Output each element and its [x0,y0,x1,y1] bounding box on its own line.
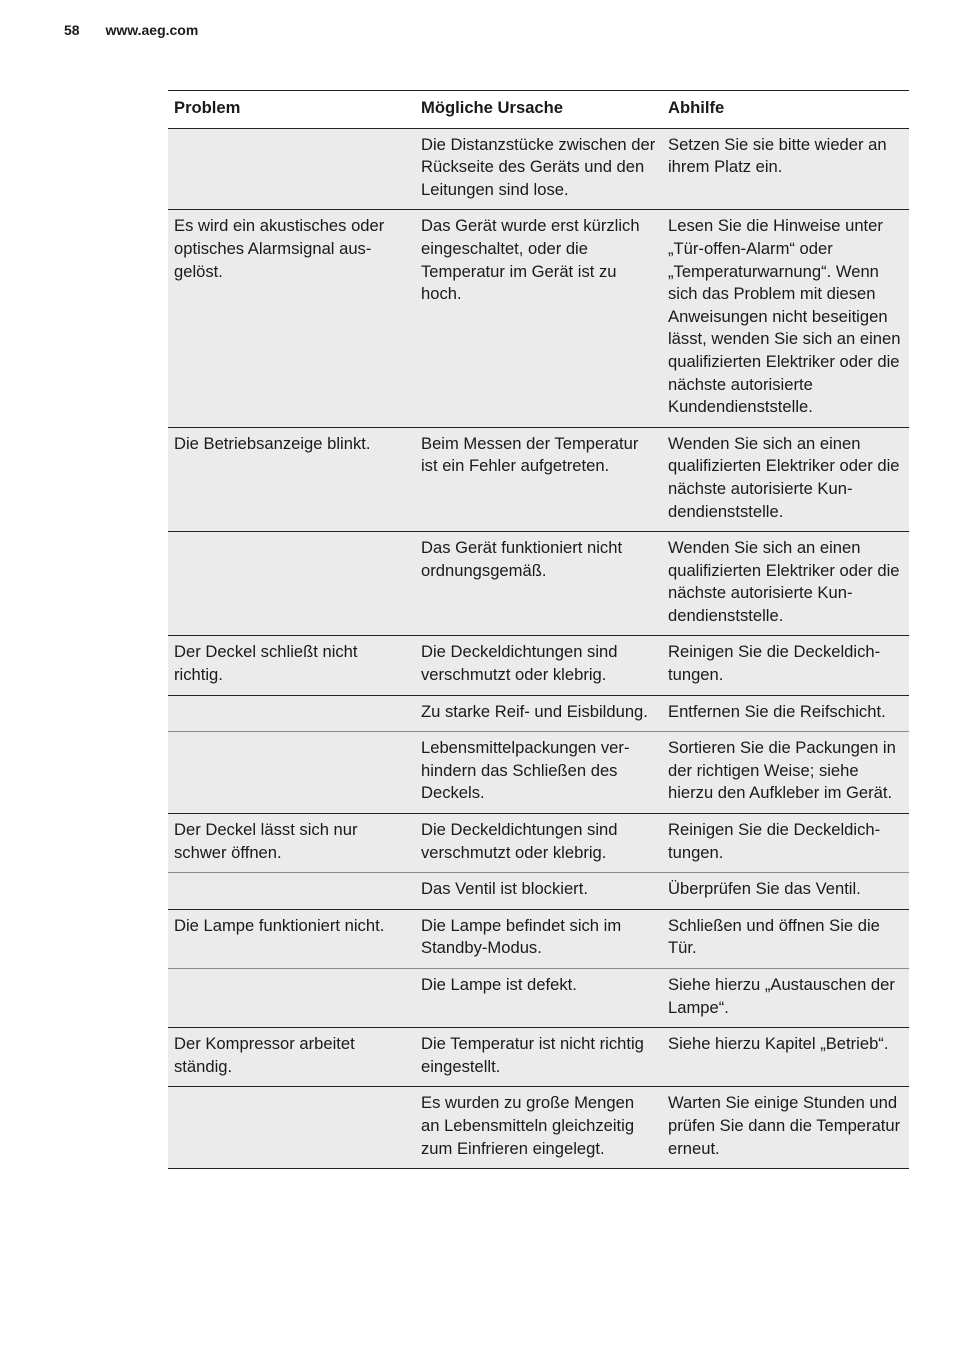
cause-cell: Die Deckeldichtungen sind verschmutzt oder klebrig. [415,636,662,695]
remedy-cell: Schließen und öffnen Sie die Tür. [662,909,909,968]
remedy-cell: Reinigen Sie die Deckeldichtungen. [662,814,909,873]
cause-cell: Die Deckeldichtungen sind verschmutzt oder klebrig. [415,814,662,873]
remedy-cell: Wenden Sie sich an einen qualifizierten Elektriker oder die nächste autorisierte Kundendienststelle. [662,532,909,636]
cause-cell: Das Gerät wurde erst kürzlich eingeschaltet, oder die Temperatur im Gerät ist zu hoch. [415,210,662,427]
cause-cell: Lebensmittelpackungen verhindern das Schließen des Deckels. [415,732,662,814]
problem-cell [168,532,415,636]
troubleshooting-table [168,90,909,1169]
table-row [168,814,909,873]
problem-cell [168,1087,415,1169]
remedy-cell: Reinigen Sie die Deckeldichtungen. [662,636,909,695]
problem-cell [168,732,415,814]
cause-cell: Das Ventil ist blockiert. [415,873,662,910]
page-header [64,22,198,38]
table-row [168,873,909,910]
cause-cell: Die Distanzstücke zwischen der Rückseite des Geräts und den Leitungen sind lose. [415,128,662,210]
remedy-cell: Entfernen Sie die Reifschicht. [662,695,909,732]
problem-cell: Der Kompressor arbeitet ständig. [168,1028,415,1087]
problem-cell: Die Betriebsanzeige blinkt. [168,427,415,531]
table-row [168,532,909,636]
remedy-cell: Siehe hierzu „Austauschen der Lampe“. [662,969,909,1028]
page-number: 58 [64,22,80,38]
remedy-cell: Siehe hierzu Kapitel „Betrieb“. [662,1028,909,1087]
table-row [168,636,909,695]
cause-cell: Es wurden zu große Mengen an Lebensmitteln gleichzeitig zum Einfrieren eingelegt. [415,1087,662,1169]
column-header-cause: Mögliche Ursache [415,91,662,129]
cause-cell: Die Temperatur ist nicht richtig eingestellt. [415,1028,662,1087]
cause-cell: Beim Messen der Temperatur ist ein Fehler aufgetreten. [415,427,662,531]
remedy-cell: Sortieren Sie die Packungen in der richtigen Weise; siehe hierzu den Aufkleber im Gerät. [662,732,909,814]
table-row [168,128,909,210]
table-row [168,969,909,1028]
table-row [168,1087,909,1169]
table-row [168,695,909,732]
problem-cell [168,969,415,1028]
table-row [168,1028,909,1087]
table-row [168,732,909,814]
remedy-cell: Warten Sie einige Stunden und prüfen Sie dann die Temperatur erneut. [662,1087,909,1169]
table-row [168,210,909,427]
cause-cell: Die Lampe befindet sich im Standby-Modus. [415,909,662,968]
column-header-problem: Problem [168,91,415,129]
problem-cell [168,128,415,210]
problem-cell: Der Deckel lässt sich nur schwer öffnen. [168,814,415,873]
problem-cell: Die Lampe funktioniert nicht. [168,909,415,968]
column-header-remedy: Abhilfe [662,91,909,129]
table-row [168,427,909,531]
remedy-cell: Überprüfen Sie das Ventil. [662,873,909,910]
cause-cell: Die Lampe ist defekt. [415,969,662,1028]
remedy-cell: Setzen Sie sie bitte wieder an ihrem Platz ein. [662,128,909,210]
remedy-cell: Wenden Sie sich an einen qualifizierten Elektriker oder die nächste autorisierte Kundendienststelle. [662,427,909,531]
cause-cell: Zu starke Reif- und Eisbildung. [415,695,662,732]
table-header-row [168,91,909,129]
problem-cell: Der Deckel schließt nicht richtig. [168,636,415,695]
website-link[interactable]: www.aeg.com [105,22,199,38]
problem-cell: Es wird ein akustisches oder optisches Alarmsignal ausgelöst. [168,210,415,427]
cause-cell: Das Gerät funktioniert nicht ordnungsgemäß. [415,532,662,636]
table-row [168,909,909,968]
problem-cell [168,873,415,910]
problem-cell [168,695,415,732]
remedy-cell: Lesen Sie die Hinweise unter „Tür-offen-Alarm“ oder „Temperaturwarnung“. Wenn sich das Problem mit diesen Anweisungen nicht beseitigen lässt, wenden Sie sich an einen qualifizierten Elektriker oder die nächste autorisierte Kundendienststelle. [662,210,909,427]
